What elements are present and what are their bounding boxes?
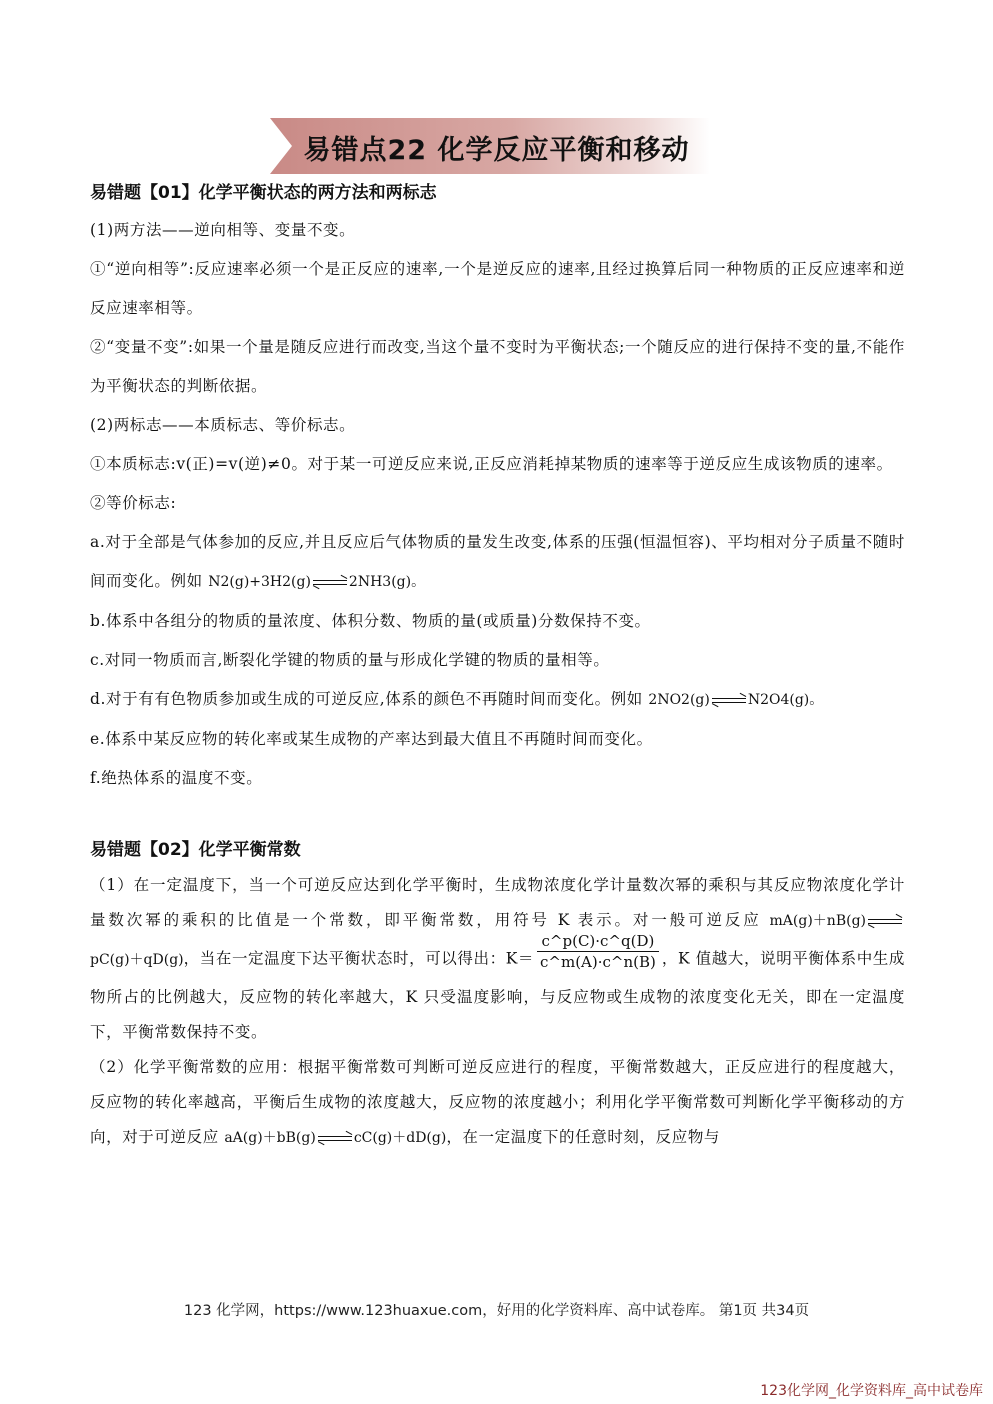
paragraph-equilibrium-constant: （1）在一定温度下，当一个可逆反应达到化学平衡时，生成物浓度化学计量数次幂的乘积与其反应物浓度化学计量数次幂的乘积的比值是一个常数，即平衡常数，用符号 K 表示。对一般可逆反应 mA(g)＋nB(g) pC(g)＋qD(g)，当在一定温度下达平衡状态时，可以得出：K＝ $\frac{c\^{}p(C)\cdot c\^{}q(D)}{c\^{}m(A)\cdot c\^{}n(B)}$ ，K 值越大，说明平衡体系中生成物所占的比例越大，反应物的转化率越大，K 只受温度影响，与反应物或生成物的浓度变化无关，即在一定温度下，平衡常数保持不变。: [90, 876, 906, 1041]
item-e: e.体系中某反应物的转化率或某生成物的产率达到最大值且不再随时间而变化。: [90, 730, 653, 748]
fraction-numerator: c^p(C)·c^q(D): [537, 931, 659, 952]
equation-d-right: N2O4(g)。: [747, 692, 824, 708]
equilibrium-arrow-icon: [712, 695, 746, 705]
equation-app-left: aA(g)＋bB(g): [224, 1130, 316, 1146]
equation-general-left: mA(g)＋nB(g): [769, 913, 866, 929]
equilibrium-arrow-icon: [318, 1133, 352, 1143]
paragraph-variable-constant: ②“变量不变”:如果一个量是随反应进行而改变,当这个量不变时为平衡状态;一个随反应的进行保持不变的量,不能作为平衡状态的判断依据。: [90, 338, 905, 395]
page-title: 易错点22 化学反应平衡和移动: [303, 135, 690, 166]
equation-d-left: 2NO2(g): [648, 692, 710, 708]
equation-a-right: 2NH3(g)。: [348, 574, 426, 590]
equation-a-left: N2(g)+3H2(g): [208, 574, 311, 590]
section-heading-01: 易错题【01】化学平衡状态的两方法和两标志: [90, 183, 437, 203]
section-heading-02: 易错题【02】化学平衡常数: [90, 840, 301, 860]
item-c: c.对同一物质而言,断裂化学键的物质的量与形成化学键的物质的量相等。: [90, 651, 610, 669]
fraction-denominator: c^m(A)·c^n(B): [540, 953, 656, 971]
paragraph-essential-mark: ①本质标志:v(正)=v(逆)≠0。对于某一可逆反应来说,正反应消耗掉某物质的速率等于逆反应生成该物质的速率。: [90, 455, 893, 473]
item-d: d.对于有有色物质参加或生成的可逆反应,体系的颜色不再随时间而变化。例如 2NO2(g) N2O4(g)。: [90, 680, 905, 720]
page-footer: 123 化学网，https://www.123huaxue.com，好用的化学资料库、高中试卷库。 第1页 共34页: [183, 1303, 810, 1319]
item-b: b.体系中各组分的物质的量浓度、体积分数、物质的量(或质量)分数保持不变。: [90, 612, 651, 630]
item-a: a.对于全部是气体参加的反应,并且反应后气体物质的量发生改变,体系的压强(恒温恒容)、平均相对分子质量不随时间而变化。例如 N2(g)+3H2(g) 2NH3(g)。: [90, 523, 905, 602]
paragraph-reverse-equal: ①“逆向相等”:反应速率必须一个是正反应的速率,一个是逆反应的速率,且经过换算后同一种物质的正反应速率和逆反应速率相等。: [90, 260, 905, 317]
equilibrium-arrow-icon: [868, 916, 902, 926]
paragraph-equivalent-mark: ②等价标志:: [90, 494, 177, 512]
equation-app-right: cC(g)＋dD(g): [353, 1130, 447, 1146]
paragraph-constant-application: （2）化学平衡常数的应用：根据平衡常数可判断可逆反应进行的程度，平衡常数越大，正反应进行的程度越大，反应物的转化率越高，平衡后生成物的浓度越大，反应物的浓度越小；利用化学平衡常数可判断化学平衡移动的方向，对于可逆反应 aA(g)＋bB(g) cC(g)＋dD(g)，在一定温度下的任意时刻，反应物与: [90, 1050, 905, 1156]
section1-body: [90, 211, 905, 798]
equation-general-right: pC(g)＋qD(g): [90, 951, 184, 968]
paragraph-two-marks: (2)两标志——本质标志、等价标志。: [90, 416, 356, 434]
section2-body: [90, 868, 905, 1156]
site-watermark: 123化学网_化学资料库_高中试卷库: [760, 1383, 983, 1399]
paragraph-two-methods: (1)两方法——逆向相等、变量不变。: [90, 221, 356, 239]
item-f: f.绝热体系的温度不变。: [90, 769, 263, 787]
equilibrium-arrow-icon: [313, 577, 347, 587]
k-expression-fraction: [537, 931, 659, 972]
